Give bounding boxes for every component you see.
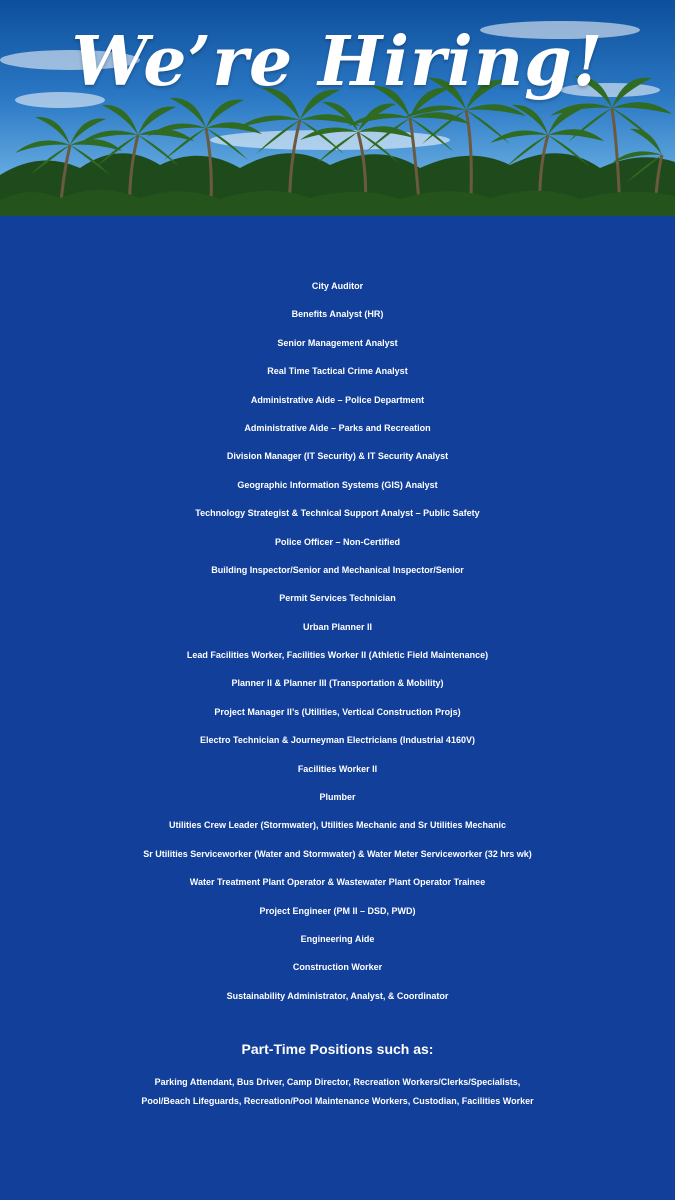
part-time-heading: Part-Time Positions such as: — [241, 1041, 434, 1057]
list-item: Sr Utilities Serviceworker (Water and Stormwater) & Water Meter Serviceworker (32 hrs wk) — [143, 848, 532, 859]
list-item: Construction Worker — [292, 962, 383, 973]
palm-tree-banner — [0, 0, 675, 216]
part-time-line: Parking Attendant, Bus Driver, Camp Director, Recreation Workers/Clerks/Specialists, — [154, 1077, 521, 1087]
list-item: Project Engineer (PM II – DSD, PWD) — [259, 905, 416, 916]
list-item: Administrative Aide – Parks and Recreation — [244, 422, 431, 433]
list-item: Project Manager II’s (Utilities, Vertical Construction Projs) — [214, 706, 461, 717]
list-item: Geographic Information Systems (GIS) Analyst — [237, 479, 438, 490]
part-time-positions — [0, 1073, 675, 1111]
list-item: Benefits Analyst (HR) — [291, 309, 384, 320]
headline: We’re Hiring! — [71, 22, 604, 102]
list-item: Senior Management Analyst — [277, 337, 398, 348]
list-item: Permit Services Technician — [279, 593, 396, 604]
list-item: Utilities Crew Leader (Stormwater), Utilities Mechanic and Sr Utilities Mechanic — [168, 820, 507, 831]
list-item: Technology Strategist & Technical Support Analyst – Public Safety — [195, 508, 480, 519]
job-list — [0, 272, 675, 1010]
list-item: Building Inspector/Senior and Mechanical Inspector/Senior — [211, 564, 464, 575]
list-item: Electro Technician & Journeyman Electricians (Industrial 4160V) — [200, 735, 475, 746]
list-item: Division Manager (IT Security) & IT Security Analyst — [226, 451, 449, 462]
list-item: Planner II & Planner III (Transportation & Mobility) — [231, 678, 444, 689]
list-item: Water Treatment Plant Operator & Wastewater Plant Operator Trainee — [189, 877, 486, 888]
list-item: Plumber — [319, 792, 356, 803]
part-time-line: Pool/Beach Lifeguards, Recreation/Pool Maintenance Workers, Custodian, Facilities Worker — [141, 1096, 534, 1106]
list-item: Police Officer – Non-Certified — [274, 536, 401, 547]
list-item: Urban Planner II — [302, 621, 373, 632]
list-item: Lead Facilities Worker, Facilities Worker II (Athletic Field Maintenance) — [186, 650, 489, 661]
list-item: Engineering Aide — [300, 933, 375, 944]
list-item: Administrative Aide – Police Department — [250, 394, 425, 405]
list-item: Facilities Worker II — [297, 763, 378, 774]
list-item: Real Time Tactical Crime Analyst — [267, 366, 408, 377]
list-item: City Auditor — [311, 281, 364, 291]
list-item: Sustainability Administrator, Analyst, & Coordinator — [226, 990, 449, 1001]
